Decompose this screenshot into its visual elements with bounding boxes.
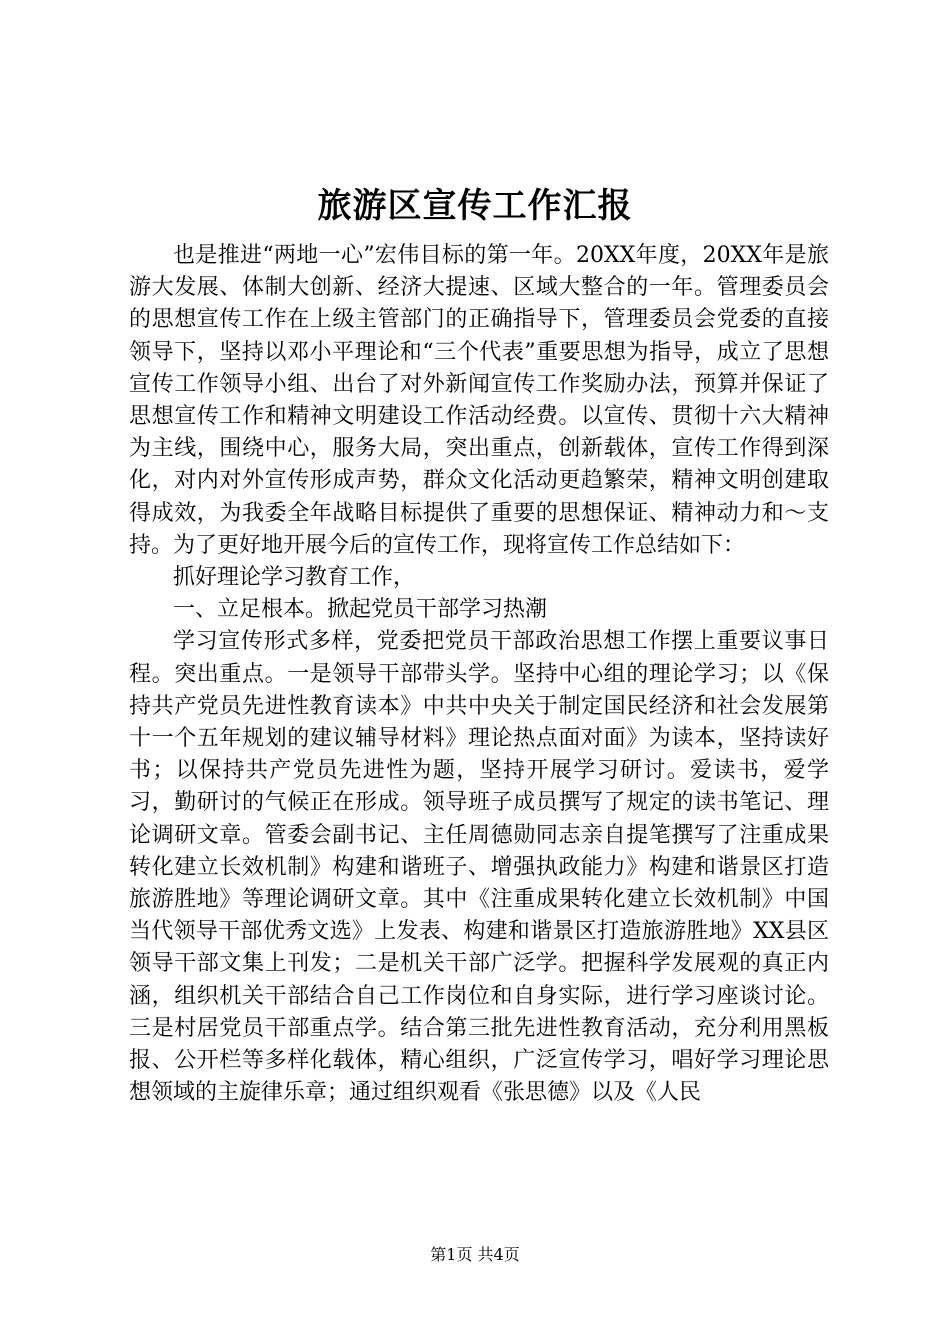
paragraph-intro: 也是推进“两地一心”宏伟目标的第一年。20XX年度，20XX年是旅游大发展、体制大创新、经济大提速、区域大整合的一年。管理委员会的思想宣传工作在上级主管部门的正确指导下，管理委员会党委的直接领导下，坚持以邓小平理论和“三个代表”重要思想为指导，成立了思想宣传工作领导小组、出台了对外新闻宣传工作奖励办法，预算并保证了思想宣传工作和精神文明建设工作活动经费。以宣传、贯彻十六大精神为主线，围绕中心，服务大局，突出重点，创新载体，宣传工作得到深化，对内对外宣传形成声势，群众文化活动更趋繁荣，精神文明创建取得成效，为我委全年战略目标提供了重要的思想保证、精神动力和～支持。为了更好地开展今后的宣传工作，现将宣传工作总结如下： (129, 243, 829, 558)
section-heading-1: 一、立足根本。掀起党员干部学习热潮 (173, 597, 548, 623)
paragraph-theory-study: 抓好理论学习教育工作， (173, 565, 416, 591)
paragraph-study-forms: 学习宣传形式多样，党委把党员干部政治思想工作摆上重要议事日程。突出重点。一是领导干部带头学。坚持中心组的理论学习；以《保持共产党员先进性教育读本》中共中央关于制定国民经济和社会发展第十一个五年规划的建议辅导材料》理论热点面对面》为读本，坚持读好书；以保持共产党员先进性为题，坚持开展学习研讨。爱读书，爱学习，勤研讨的气候正在形成。领导班子成员撰写了规定的读书笔记、理论调研文章。管委会副书记、主任周德勋同志亲自提笔撰写了注重成果转化建立长效机制》构建和谐班子、增强执政能力》构建和谐景区打造旅游胜地》等理论调研文章。其中《注重成果转化建立长效机制》中国当代领导干部优秀文选》上发表、构建和谐景区打造旅游胜地》XX县区领导干部文集上刊发；二是机关干部广泛学。把握科学发展观的真正内涵，组织机关干部结合自己工作岗位和自身实际，进行学习座谈讨论。三是村居党员干部重点学。结合第三批先进性教育活动，充分利用黑板报、公开栏等多样化载体，精心组织，广泛宣传学习，唱好学习理论思想领域的主旋律乐章；通过组织观看《张思德》以及《人民 (129, 629, 829, 1106)
document-body (129, 240, 829, 1109)
document-title: 旅游区宣传工作汇报 (317, 186, 633, 226)
page-number-footer: 第1页 共4页 (430, 1245, 520, 1264)
